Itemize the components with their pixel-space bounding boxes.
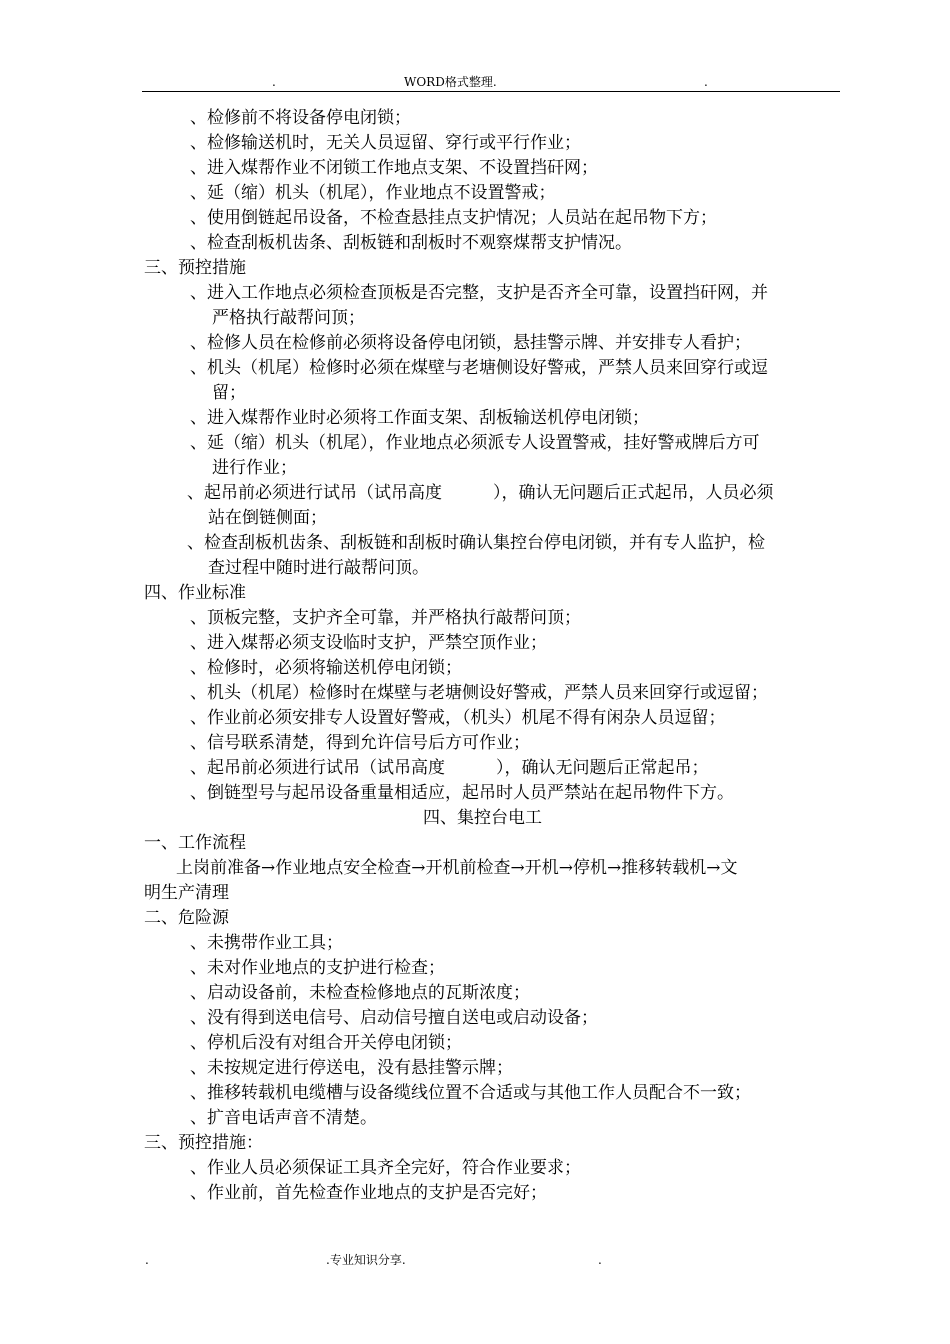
section-heading: 四、作业标准 bbox=[144, 583, 246, 603]
text-line: 留； bbox=[212, 383, 246, 403]
text-line: 、检修人员在检修前必须将设备停电闭锁，悬挂警示牌、并安排专人看护； bbox=[190, 333, 751, 353]
text-line: 、扩音电话声音不清楚。 bbox=[190, 1108, 377, 1128]
section-heading: 三、预控措施 bbox=[144, 258, 246, 278]
text-line: 、作业前，首先检查作业地点的支护是否完好； bbox=[190, 1183, 547, 1203]
text-line: 、停机后没有对组合开关停电闭锁； bbox=[190, 1033, 462, 1053]
text-line: 、未对作业地点的支护进行检查； bbox=[190, 958, 445, 978]
text-line: 进行作业； bbox=[212, 458, 297, 478]
text-line: 明生产清理 bbox=[144, 883, 229, 903]
text-line: 、进入工作地点必须检查顶板是否完整，支护是否齐全可靠，设置挡矸网，并 bbox=[190, 283, 768, 303]
text-line: 站在倒链侧面； bbox=[208, 508, 327, 528]
section-heading: 一、工作流程 bbox=[144, 833, 246, 853]
footer-dot-right: . bbox=[598, 1253, 602, 1267]
footer-dot-left: . bbox=[145, 1253, 149, 1267]
chapter-title: 四、集控台电工 bbox=[423, 808, 542, 828]
text-line: 、未携带作业工具； bbox=[190, 933, 343, 953]
header-dot-right: . bbox=[704, 75, 708, 89]
text-line: 、机头（机尾）检修时必须在煤壁与老塘侧设好警戒，严禁人员来回穿行或逗 bbox=[190, 358, 768, 378]
text-line: 、信号联系清楚，得到允许信号后方可作业； bbox=[190, 733, 530, 753]
header-title: WORD格式整理. bbox=[404, 75, 497, 89]
text-line: 、起吊前必须进行试吊（试吊高度 ），确认无问题后正常起吊； bbox=[190, 758, 709, 778]
text-line: 查过程中随时进行敲帮问顶。 bbox=[208, 558, 429, 578]
page-footer bbox=[0, 1252, 950, 1268]
text-line: 、进入煤帮作业时必须将工作面支架、刮板输送机停电闭锁； bbox=[190, 408, 649, 428]
footer-text: .专业知识分享. bbox=[326, 1253, 406, 1267]
text-line: 、进入煤帮作业不闭锁工作地点支架、不设置挡矸网； bbox=[190, 158, 598, 178]
text-line: 、检修输送机时，无关人员逗留、穿行或平行作业； bbox=[190, 133, 581, 153]
text-line: 严格执行敲帮问顶； bbox=[212, 308, 365, 328]
text-line: 、未按规定进行停送电，没有悬挂警示牌； bbox=[190, 1058, 513, 1078]
header-dot-left: . bbox=[272, 75, 276, 89]
text-line: 、推移转载机电缆槽与设备缆线位置不合适或与其他工作人员配合不一致； bbox=[190, 1083, 751, 1103]
text-line: 、检查刮板机齿条、刮板链和刮板时确认集控台停电闭锁，并有专人监护，检 bbox=[187, 533, 765, 553]
text-line: 、顶板完整，支护齐全可靠，并严格执行敲帮问顶； bbox=[190, 608, 581, 628]
text-line: 、作业人员必须保证工具齐全完好，符合作业要求； bbox=[190, 1158, 581, 1178]
text-line: 、启动设备前，未检查检修地点的瓦斯浓度； bbox=[190, 983, 530, 1003]
text-line: 、作业前必须安排专人设置好警戒，（机头）机尾不得有闲杂人员逗留； bbox=[190, 708, 726, 728]
text-line: 、倒链型号与起吊设备重量相适应，起吊时人员严禁站在起吊物件下方。 bbox=[190, 783, 734, 803]
text-line: 、检修时，必须将输送机停电闭锁； bbox=[190, 658, 462, 678]
text-line: 、检修前不将设备停电闭锁； bbox=[190, 108, 411, 128]
text-line: 、检查刮板机齿条、刮板链和刮板时不观察煤帮支护情况。 bbox=[190, 233, 632, 253]
text-line: 、延（缩）机头（机尾），作业地点不设置警戒； bbox=[190, 183, 556, 203]
section-heading: 三、预控措施： bbox=[144, 1133, 263, 1153]
text-line: 、延（缩）机头（机尾），作业地点必须派专人设置警戒，挂好警戒牌后方可 bbox=[190, 433, 760, 453]
text-line: 、起吊前必须进行试吊（试吊高度 ），确认无问题后正式起吊，人员必须 bbox=[187, 483, 774, 503]
text-line: 、进入煤帮必须支设临时支护，严禁空顶作业； bbox=[190, 633, 547, 653]
text-line: 、使用倒链起吊设备，不检查悬挂点支护情况；人员站在起吊物下方； bbox=[190, 208, 717, 228]
text-line: 、没有得到送电信号、启动信号擅自送电或启动设备； bbox=[190, 1008, 598, 1028]
text-line: 、机头（机尾）检修时在煤壁与老塘侧设好警戒，严禁人员来回穿行或逗留； bbox=[190, 683, 768, 703]
text-line: 上岗前准备→作业地点安全检查→开机前检查→开机→停机→推移转载机→文 bbox=[176, 858, 738, 878]
section-heading: 二、危险源 bbox=[144, 908, 229, 928]
